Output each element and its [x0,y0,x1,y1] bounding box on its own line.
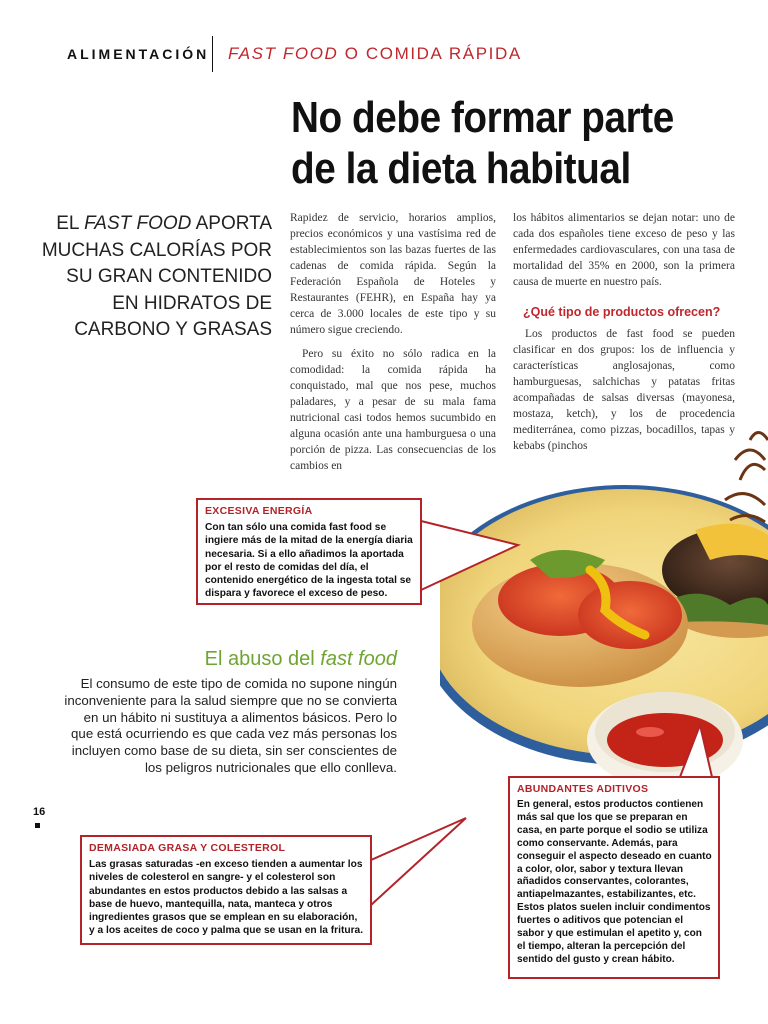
section-label: ALIMENTACIÓN [67,46,210,62]
body-paragraph: Los productos de fast food se pueden clasificar en dos grupos: los de influencia y características anglosajonas, como hamburguesas, salchichas y patatas fritas acompañadas de salsas diversas (mayonesa, mostaza, ketch), y los de procedencia mediterránea, como pizzas, bocadillos, tapas y kebabs (pinchos [513,328,735,452]
header-divider [212,36,213,72]
deck-part-2: APORTA MUCHAS CALORÍAS POR SU GRAN CONTENIDO EN HIDRATOS DE CARBONO Y GRASAS [41,213,272,340]
headline-line-2: de la dieta habitual [291,144,631,193]
ketchup [607,713,723,767]
callout-excess-energy [196,498,422,605]
callout-title: DEMASIADA GRASA Y COLESTEROL [89,842,286,854]
section-heading [0,648,397,671]
callout-text: Las grasas saturadas -en exceso tienden a aumentar los niveles de colesterol en sangre- y el colesterol son abundantes en estos productos debido a las salsas a base de huevo, mantequilla, nata, manteca y otros ingredientes grasos que se emplean en su elaboración, y a los aceites de coco y palma que se usan en la fritura. [89,859,364,937]
callout-additives [508,776,720,979]
callout-title: ABUNDANTES ADITIVOS [517,783,649,795]
section-heading-part-1: El abuso del [204,648,321,670]
page-number: 16 [33,806,46,818]
deck-part-1: EL [56,213,85,234]
body-paragraph: los hábitos alimentarios se dejan notar: uno de cada dos españoles tiene exceso de peso y las enfermedades cardiovasculares, con una tasa de mortalidad del 35% en 2000, son la primera causa de muerte en nuestro país. [513,212,735,288]
callout-text: En general, estos productos contienen más sal que los que se preparan en casa, en parte porque el sodio se utiliza como conservante. Además, para conseguir el aspecto deseado en cuanto a color, olor, sabor y textura llevan añadidos conservantes, colorantes, antiapelmazantes, estabilizantes, etc. Estos platos suelen incluir condimentos fuertes o aditivos que potencian el sabor y que estimulan el apetito y, con el tiempo, alteran la percepción del sentido del gusto y crean hábito. [517,799,712,965]
section-topic-rest: O COMIDA RÁPIDA [338,44,522,63]
subheading: ¿Qué tipo de productos ofrecen? [523,305,721,319]
page-marker [35,823,40,828]
deck-italic: FAST FOOD [84,213,192,234]
section-text: El consumo de este tipo de comida no supone ningún inconveniente para la salud siempre que no se convierta en un hábito ni sustituya a alimentos básicos. Pero lo que está ocurriendo es que cada vez más personas los incluyen como base de su dieta, sin ser conscientes de los peligros nutricionales que ello conlleva. [64,676,397,775]
callout-fat-cholesterol [80,835,372,945]
section-heading-italic: fast food [320,648,397,670]
body-paragraph: Rapidez de servicio, horarios amplios, precios económicos y una vastísima red de establecimientos son las bazas fuertes de las cadenas de comida rápida. Según la Federación Española de Hoteles y Restaurantes (FEHR), en España hay ya cerca de 3.000 locales de este tipo y su número sigue creciendo. [290,212,496,336]
callout-text: Con tan sólo una comida fast food se ingiere más de la mitad de la energía diaria necesaria. Si a ello añadimos la aportada por el resto de comidas del día, el contenido energético de la ingesta total se dispara y favorece el exceso de peso. [205,522,413,600]
headline [291,92,705,194]
headline-line-1: No debe formar parte [291,93,674,142]
deck-lead [40,211,272,344]
section-topic [228,44,522,64]
tomato-slice [578,581,682,649]
callout-title: EXCESIVA ENERGÍA [205,505,313,517]
body-paragraph: Pero su éxito no sólo radica en la comodidad: la comida rápida ha conquistado, mal que nos pese, muchos paladares, y a pesar de su mala fama nutricional casi todos hemos sucumbido en alguna ocasión ante una hamburguesa o una porción de pizza. Las consecuencias de los cambios en [290,348,496,472]
section-topic-italic: FAST FOOD [228,44,339,63]
ketchup-highlight [636,727,664,737]
